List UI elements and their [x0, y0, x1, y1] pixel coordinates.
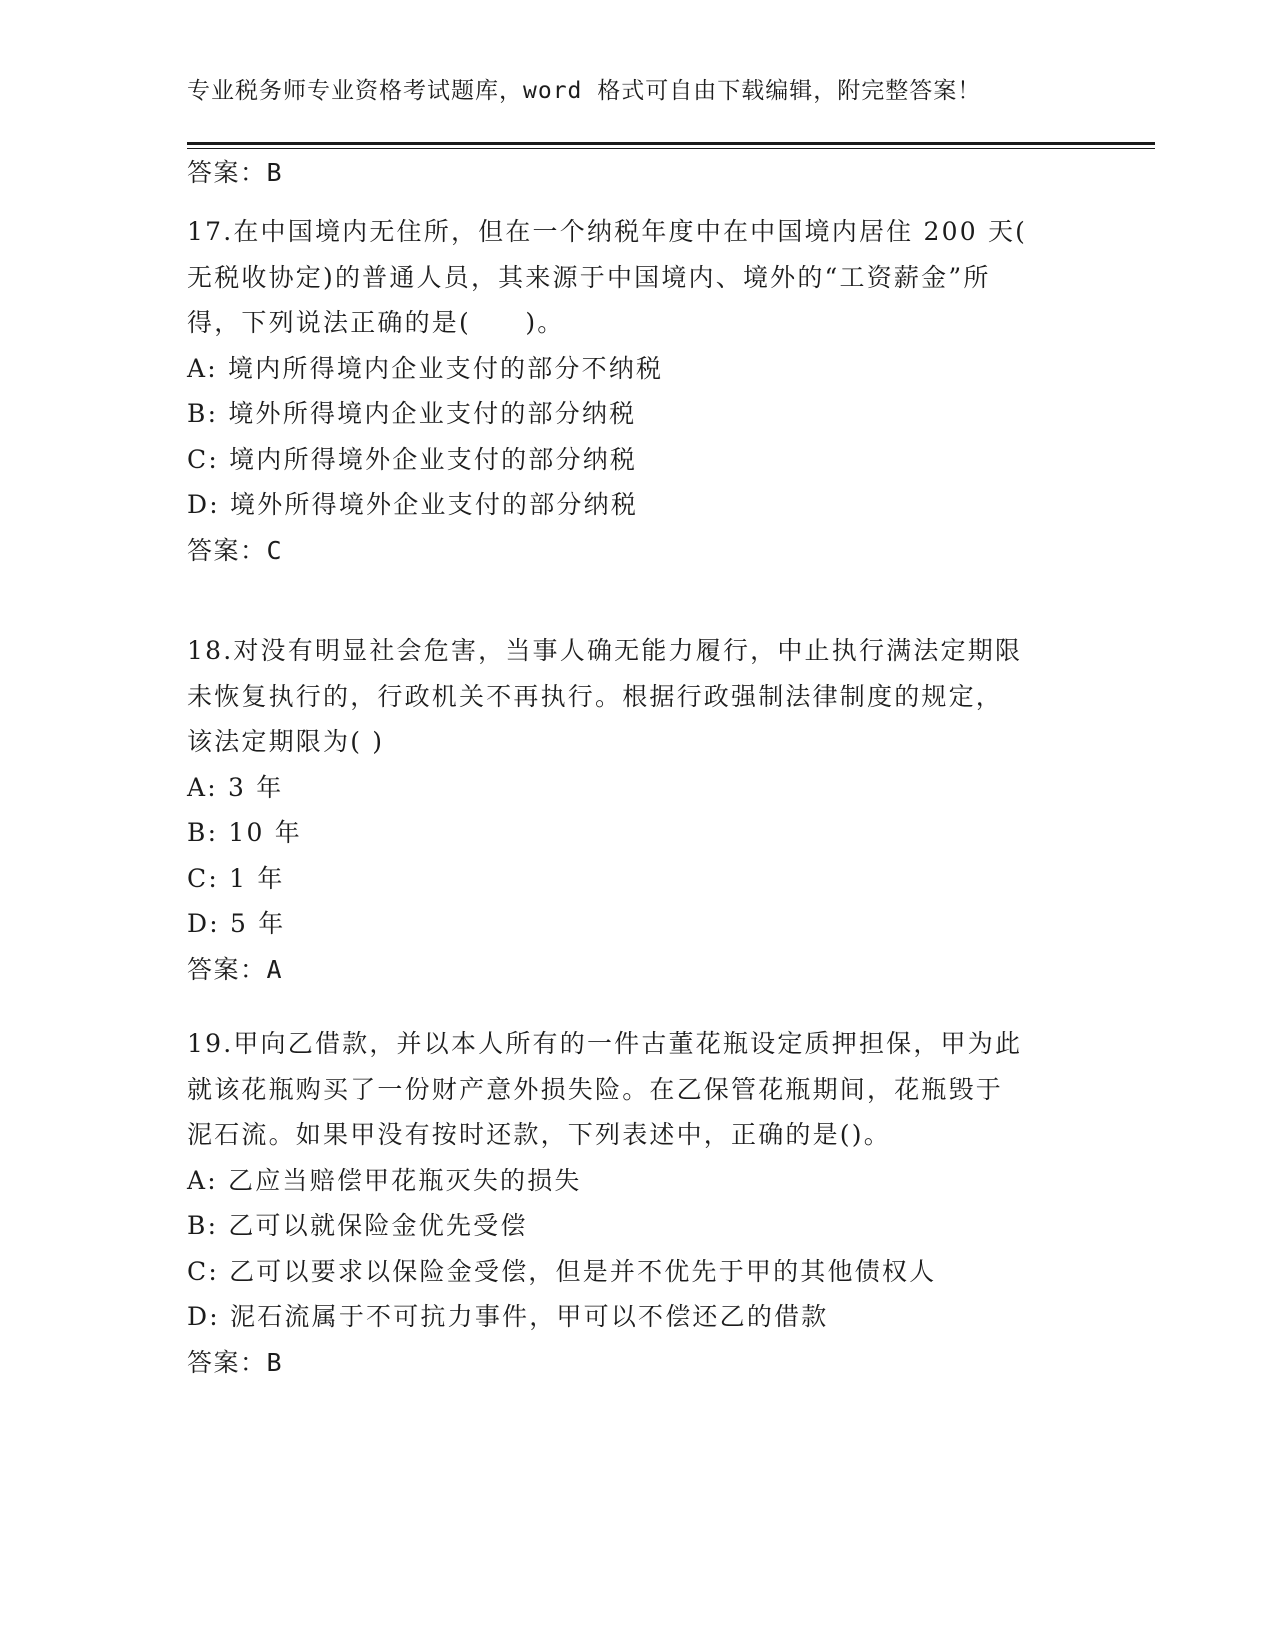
- question-stem-line: 未恢复执行的，行政机关不再执行。根据行政强制法律制度的规定，: [187, 681, 1004, 711]
- option-b: B: 境外所得境内企业支付的部分纳税: [187, 399, 637, 428]
- question-stem-line: 就该花瓶购买了一份财产意外损失险。在乙保管花瓶期间，花瓶毁于: [187, 1074, 1004, 1104]
- question-18: [187, 628, 1087, 992]
- answer-line: 答案：B: [187, 1347, 284, 1377]
- question-stem-line: 19.甲向乙借款，并以本人所有的一件古董花瓶设定质押担保，甲为此: [187, 1029, 1023, 1058]
- option-d: D: 境外所得境外企业支付的部分纳税: [187, 490, 639, 519]
- option-b: B: 乙可以就保险金优先受偿: [187, 1211, 528, 1240]
- question-stem-line: 该法定期限为( ): [187, 727, 385, 756]
- question-stem-line: 18.对没有明显社会危害，当事人确无能力履行，中止执行满法定期限: [187, 636, 1023, 665]
- option-c: C: 境内所得境外企业支付的部分纳税: [187, 444, 638, 474]
- option-a: A: 乙应当赔偿甲花瓶灭失的损失: [187, 1165, 582, 1195]
- question-stem-line: 无税收协定)的普通人员，其来源于中国境内、境外的“工资薪金”所: [187, 262, 991, 292]
- option-c: C: 1 年: [187, 863, 285, 893]
- answer-line: 答案：B: [187, 158, 284, 187]
- previous-answer-block: [187, 150, 1087, 196]
- option-d: D: 泥石流属于不可抗力事件，甲可以不偿还乙的借款: [187, 1302, 829, 1331]
- option-c: C: 乙可以要求以保险金受偿，但是并不优先于甲的其他债权人: [187, 1256, 937, 1286]
- question-stem-line: 泥石流。如果甲没有按时还款，下列表述中，正确的是()。: [187, 1120, 891, 1149]
- option-a: A: 3 年: [187, 772, 284, 802]
- question-stem-line: 得，下列说法正确的是( )。: [187, 308, 565, 337]
- option-d: D: 5 年: [187, 909, 286, 938]
- option-b: B: 10 年: [187, 818, 302, 847]
- question-17: [187, 209, 1087, 573]
- header-rule-thick: [187, 142, 1155, 145]
- answer-line: 答案：A: [187, 954, 284, 984]
- header-rule-thin: [187, 148, 1155, 149]
- question-19: [187, 1021, 1087, 1385]
- option-a: A: 境内所得境内企业支付的部分不纳税: [187, 353, 664, 383]
- question-stem-line: 17.在中国境内无住所，但在一个纳税年度中在中国境内居住 200 天(: [187, 217, 1028, 246]
- answer-line: 答案：C: [187, 535, 284, 565]
- page-header: 专业税务师专业资格考试题库，word 格式可自由下载编辑，附完整答案！: [187, 78, 982, 104]
